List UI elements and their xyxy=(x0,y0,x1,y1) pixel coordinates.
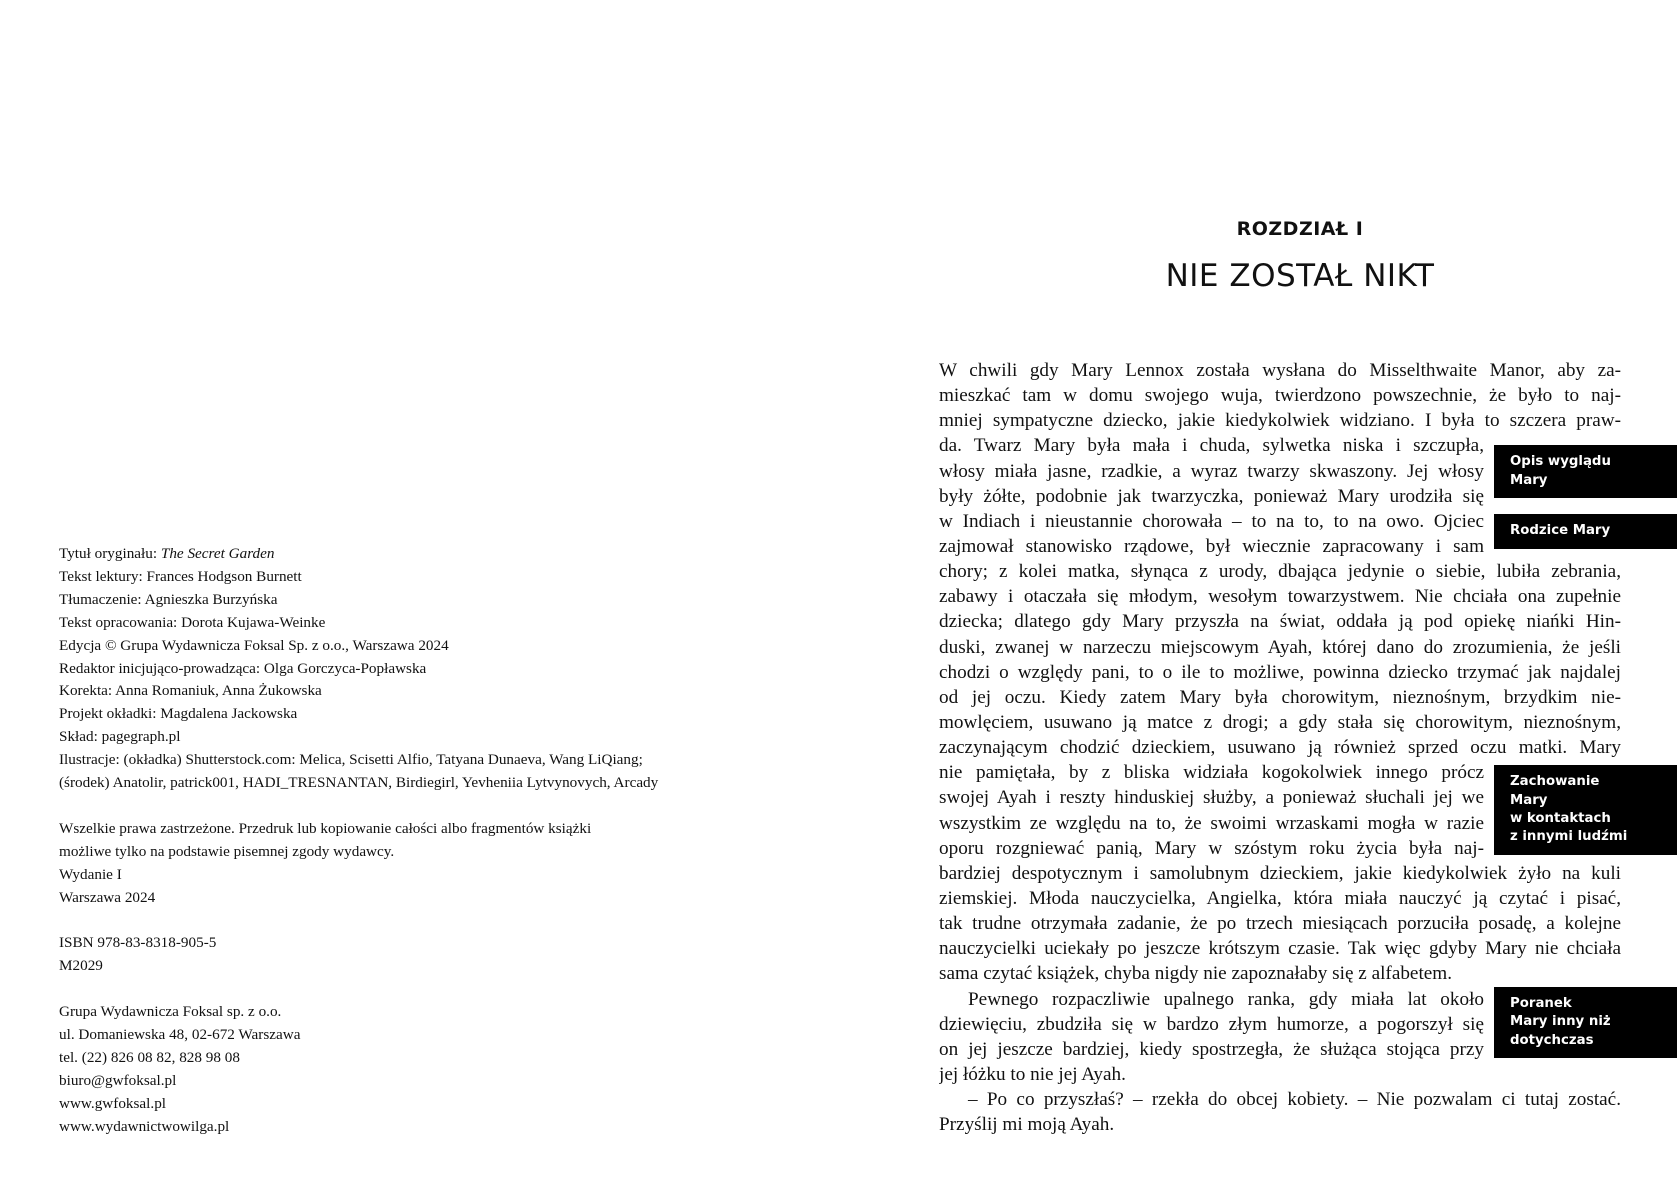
isbn: ISBN 978-83-8318-905-5 xyxy=(59,934,217,952)
colophon-line: M2029 xyxy=(59,957,103,975)
body-line: mowlęciem, usuwano ją matce z drogi; a gdy stała się chorowitym, nieznośnym, xyxy=(939,711,1621,733)
publisher-website: www.wydawnictwowilga.pl xyxy=(59,1117,230,1135)
spacer xyxy=(59,978,759,1001)
side-note-line: Rodzice Mary xyxy=(1510,523,1611,539)
body-line: w Indiach i nieustannie chorowała – to na to, to na owo. Ojciec xyxy=(939,510,1484,532)
spacer xyxy=(59,795,759,818)
spacer xyxy=(59,909,759,932)
side-note-line: Zachowanie xyxy=(1510,774,1600,790)
colophon-line: możliwe tylko na podstawie pisemnej zgody wydawcy. xyxy=(59,842,395,860)
body-line: duski, zwanej w narzeczu miejscowym Ayah, której dano do zrozumienia, że jeśli xyxy=(939,636,1621,658)
body-line: on jej jeszcze bardziej, kiedy spostrzegła, że służąca stojąca przy xyxy=(939,1038,1484,1060)
publisher-email: biuro@gwfoksal.pl xyxy=(59,1071,177,1089)
side-note-line: Opis wyglądu xyxy=(1510,454,1611,470)
body-line: włosy miała jasne, rzadkie, a wyraz twarzy skwaszony. Jej włosy xyxy=(939,460,1484,482)
colophon-line: Tekst lektury: Frances Hodgson Burnett xyxy=(59,567,302,585)
body-line: zabawy i otaczała się młodym, wesołym towarzystwem. Nie chciała ona zupełnie xyxy=(939,586,1621,608)
body-line: oporu rozgniewać panią, Mary w szóstym roku życia była naj- xyxy=(939,837,1484,859)
body-line: W chwili gdy Mary Lennox została wysłana do Misselthwaite Manor, aby za- xyxy=(939,360,1621,381)
body-line: były żółte, podobnie jak twarzyczka, ponieważ Mary urodziła się xyxy=(939,485,1484,507)
side-note-line: z innymi ludźmi xyxy=(1510,829,1628,845)
side-note-line: Mary xyxy=(1510,472,1548,488)
publisher-line: tel. (22) 826 08 82, 828 98 08 xyxy=(59,1048,240,1066)
body-line: nauczycielki uciekały po jeszcze krótszym czasie. Tak więc gdyby Mary nie chciała xyxy=(939,938,1621,960)
side-note-appearance xyxy=(1494,445,1677,498)
chapter-label: ROZDZIAŁ I xyxy=(1236,218,1364,240)
body-line: zajmował stanowisko rządowe, był wiecznie zapracowany i sam xyxy=(939,535,1484,557)
colophon-line: Wszelkie prawa zastrzeżone. Przedruk lub kopiowanie całości albo fragmentów książki xyxy=(59,819,592,837)
body-line: – Po co przyszłaś? – rzekła do obcej kobiety. – Nie pozwalam ci tutaj zostać. xyxy=(968,1089,1621,1111)
original-title-value: The Secret Garden xyxy=(160,545,275,562)
body-line: od jej oczu. Kiedy zatem Mary była chorowitym, nieznośnym, brzydkim nie- xyxy=(939,686,1621,708)
body-line: Pewnego rozpaczliwie upalnego ranka, gdy miała lat około xyxy=(968,988,1484,1010)
body-line: nie pamiętała, by z bliska widziała kogokolwiek innego prócz xyxy=(939,762,1484,784)
colophon-line: Edycja © Grupa Wydawnicza Foksal Sp. z o.o., Warszawa 2024 xyxy=(59,636,449,654)
colophon-line: Redaktor inicjująco-prowadząca: Olga Gorczyca-Popławska xyxy=(59,659,427,677)
body-line: zaczynającym chodzić dzieckiem, usuwano ją również sprzed oczu matki. Mary xyxy=(939,737,1621,759)
colophon-line: Skład: pagegraph.pl xyxy=(59,728,181,746)
colophon-line-original-title xyxy=(59,543,759,566)
colophon-line: Warszawa 2024 xyxy=(59,888,156,906)
colophon-line: (środek) Anatolir, patrick001, HADI_TRESNANTAN, Birdiegirl, Yevheniia Lytvynovych, Arcady xyxy=(59,774,659,792)
side-note-line: Mary xyxy=(1510,792,1548,808)
side-note-parents xyxy=(1494,514,1677,549)
body-line: Przyślij mi moją Ayah. xyxy=(939,1114,1115,1136)
publisher-line: Grupa Wydawnicza Foksal sp. z o.o. xyxy=(59,1003,282,1021)
colophon-line: Ilustracje: (okładka) Shutterstock.com: Melica, Scisetti Alfio, Tatyana Dunaeva, Wang LiQiang; xyxy=(59,751,643,769)
publisher-website: www.gwfoksal.pl xyxy=(59,1094,167,1112)
original-title-label: Tytuł oryginału: xyxy=(59,545,161,562)
colophon-line: Korekta: Anna Romaniuk, Anna Żukowska xyxy=(59,682,322,700)
body-line: dziewięciu, zbudziła się w bardzo złym humorze, a pogorszył się xyxy=(939,1013,1484,1035)
body-line: bardziej despotycznym i samolubnym dzieckiem, jakie kiedykolwiek żyło na kuli xyxy=(939,862,1621,884)
side-note-behaviour xyxy=(1494,765,1677,855)
side-note-line: w kontaktach xyxy=(1510,811,1611,826)
side-note-line: dotychczas xyxy=(1510,1032,1594,1048)
body-line: mniej sympatyczne dziecko, jakie kiedykolwiek widziano. I była to szczera praw- xyxy=(939,410,1621,432)
colophon-line: Tłumaczenie: Agnieszka Burzyńska xyxy=(59,590,278,608)
body-line: ziemskiej. Młoda nauczycielka, Angielka, która miała nauczyć ją czytać i pisać, xyxy=(939,887,1621,909)
side-note-line: Poranek xyxy=(1510,996,1572,1012)
body-line: da. Twarz Mary była mała i chuda, sylwetka niska i szczupła, xyxy=(939,435,1484,457)
body-line: mieszkać tam w domu swojego wuja, twierdzono powszechnie, że było to naj- xyxy=(939,385,1621,407)
colophon xyxy=(59,543,759,1139)
body-line: dziecka; dlatego gdy Mary przyszła na świat, oddała ją pod opiekę niańki Hin- xyxy=(939,611,1621,633)
side-note-morning xyxy=(1494,987,1677,1058)
chapter-title: NIE ZOSTAŁ NIKT xyxy=(1165,258,1435,294)
body-line: wszystkim ze względu na to, że swoimi wrzaskami mogła w razie xyxy=(939,812,1484,834)
body-line: sama czytać książek, chyba nigdy nie zapoznałaby się z alfabetem. xyxy=(939,963,1453,985)
body-line: chodzi o względy pani, to o ile to możliwe, powinna dziecko trzymać jak najdalej xyxy=(939,661,1621,683)
colophon-line: Wydanie I xyxy=(59,865,122,883)
colophon-line: Tekst opracowania: Dorota Kujawa-Weinke xyxy=(59,613,326,631)
body-line: jej łóżku to nie jej Ayah. xyxy=(939,1063,1126,1085)
publisher-line: ul. Domaniewska 48, 02-672 Warszawa xyxy=(59,1025,301,1043)
colophon-line: Projekt okładki: Magdalena Jackowska xyxy=(59,705,298,723)
body-line: swojej Ayah i reszty hinduskiej służby, a ponieważ słuchali jej we xyxy=(939,787,1484,809)
side-note-line: Mary inny niż xyxy=(1510,1014,1611,1030)
body-line: chory; z kolei matka, słynąca z urody, dbająca jedynie o siebie, lubiła zebrania, xyxy=(939,561,1621,583)
body-line: tak trudne otrzymała zadanie, że po trzech miesiącach porzuciła posadę, a kolejne xyxy=(939,913,1621,935)
